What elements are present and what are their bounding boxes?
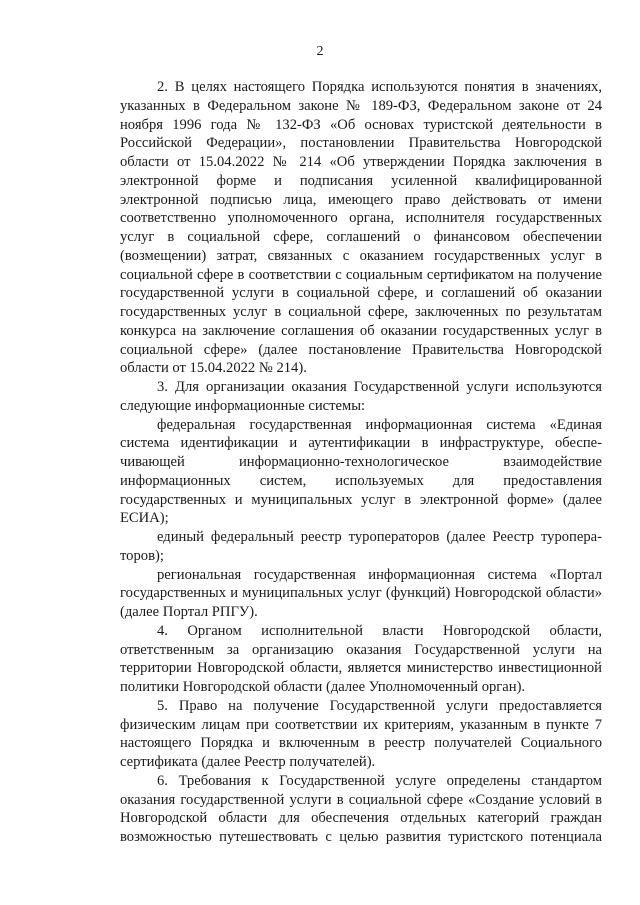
paragraph-6: 6. Требования к Государственной услуге определены стандартом оказания государственной услуги в социальной сфере «Создание условий в Новгородской области для обеспечения отдельных категорий граждан возможностью путешествовать с целью развития туристского потенциала <box>120 772 602 845</box>
paragraph-tour-operators-registry: единый федеральный реестр туроператоров (далее Реестр туроператоров); <box>120 529 602 564</box>
page-number: 2 <box>316 44 324 59</box>
paragraph-5: 5. Право на получение Государственной услуги предоставляется физическим лицам при соответствии их критериям, указанным в пункте 7 настоящего Порядка и включенным в реестр получателей Социального сертификата (далее Реестр получателей). <box>120 697 602 770</box>
paragraph-rpgu-portal: региональная государственная информационная система «Портал государственных и муниципальных услуг (функций) Новгородской области» (далее Портал РПГУ). <box>120 566 602 620</box>
paragraph-3: 3. Для организации оказания Государственной услуги используются следующие информационные системы: <box>120 379 602 414</box>
document-body <box>120 78 602 847</box>
paragraph-4: 4. Органом исполнительной власти Новгородской области, ответственным за организацию оказания Государственной услуги на территории Новгородской области, является министерство инвестиционной политики Новгородской области (далее Уполномоченный орган). <box>120 622 602 695</box>
paragraph-esia: федеральная государственная информационная система «Единая система идентификации и аутентификации в инфраструктуре, обеспечивающей информационно-технологическое взаимодействие информационных систем, используемых для предоставления государственных и муниципальных услуг в электронной форме» (далее ЕСИА); <box>120 416 602 527</box>
paragraph-2: 2. В целях настоящего Порядка используются понятия в значениях, указанных в Федеральном законе № 189-ФЗ, Федеральном законе от 24 ноября 1996 года № 132-ФЗ «Об основах туристской деятельности в Российской Федерации», постановлении Правительства Новгородской области от 15.04.2022 № 214 «Об утверждении Порядка заключения в электронной форме и подписания усиленной квалифицированной электронной подписью лица, имеющего право действовать от имени соответственно уполномоченного органа, исполнителя государственных услуг в социальной сфере, соглашений о финансовом обеспечении (возмещении) затрат, связанных с оказанием государственных услуг в социальной сфере в соответствии с социальным сертификатом на получение государственной услуги в социальной сфере, и соглашений об оказании государственных услуг в социальной сфере, заключенных по результатам конкурса на заключение соглашения об оказании государственных услуг в социальной сфере» (далее постановление Правительства Новгородской области от 15.04.2022 № 214). <box>120 79 602 377</box>
